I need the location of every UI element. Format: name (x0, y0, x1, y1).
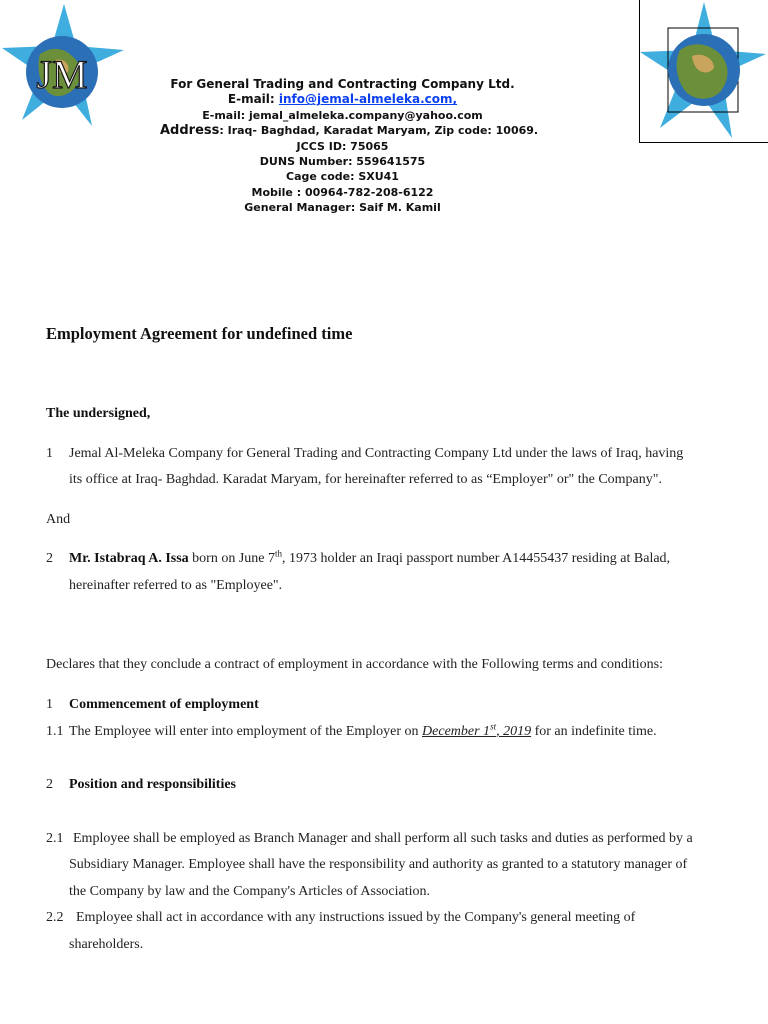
employee-name: Mr. Istabraq A. Issa (69, 551, 189, 566)
address-line: Address: Iraq- Baghdad, Karadat Maryam, Zip code: 10069. (160, 123, 539, 139)
section-1-heading: Commencement of employment (69, 697, 259, 712)
email-link[interactable]: info@jemal-almeleka.com, (278, 92, 458, 107)
and-text: And (46, 512, 71, 527)
duns-number: DUNS Number: 559641575 (259, 155, 426, 169)
party-1-line-1: Jemal Al-Meleka Company for General Trading and Contracting Company Ltd under the laws of Iraq, having (69, 446, 684, 461)
logo-monogram: JM (36, 52, 88, 97)
clause-2-1-line-2: Subsidiary Manager. Employee shall have the responsibility and authority as granted to a statutory manager of (69, 857, 688, 872)
page-title: Employment Agreement for undefined time (46, 324, 353, 343)
clause-2-2-line-1: Employee shall act in accordance with any instructions issued by the Company's general meeting of (76, 910, 636, 925)
party-2-number: 2 (46, 551, 53, 566)
email-line: E-mail: info@jemal-almeleka.com, (227, 92, 458, 107)
party-2-line-2: hereinafter referred to as "Employee". (69, 578, 283, 593)
clause-2-1-line-3: the Company by law and the Company's Articles of Association. (69, 884, 431, 899)
company-logo (0, 2, 128, 132)
party-2-line-1: Mr. Istabraq A. Issa born on June 7th, 1973 holder an Iraqi passport number A14455437 residing at Balad, (69, 548, 671, 566)
company-name: For General Trading and Contracting Company Ltd. (170, 77, 515, 91)
clause-2-2-number: 2.2 (46, 910, 64, 925)
clause-2-1-number: 2.1 (46, 831, 64, 846)
mobile-number: Mobile : 00964-782-208-6122 (251, 185, 434, 199)
email-secondary: E-mail: jemal_almeleka.company@yahoo.com (202, 108, 483, 122)
party-1-number: 1 (46, 446, 53, 461)
declaration-text: Declares that they conclude a contract of employment in accordance with the Following terms and conditions: (46, 657, 663, 672)
globe-logo (640, 0, 768, 140)
clause-2-2-line-2: shareholders. (69, 937, 144, 952)
section-1-number: 1 (46, 697, 53, 712)
jccs-id: JCCS ID: 75065 (296, 139, 389, 153)
start-date: December 1st, 2019 (422, 721, 532, 739)
clause-1-1-text: The Employee will enter into employment of the Employer on December 1st, 2019 for an indefinite time. (69, 721, 657, 739)
clause-2-1-line-1: Employee shall be employed as Branch Manager and shall perform all such tasks and duties as performed by a (73, 831, 693, 846)
clause-1-1-number: 1.1 (46, 724, 64, 739)
section-2-number: 2 (46, 777, 53, 792)
general-manager: General Manager: Saif M. Kamil (244, 201, 441, 215)
section-2-heading: Position and responsibilities (69, 777, 237, 792)
party-1-line-2: its office at Iraq- Baghdad. Karadat Maryam, for hereinafter referred to as “Employer" or" the Company". (69, 472, 662, 487)
undersigned-heading: The undersigned, (46, 406, 151, 421)
letterhead (160, 77, 539, 216)
cage-code: Cage code: SXU41 (286, 170, 399, 184)
